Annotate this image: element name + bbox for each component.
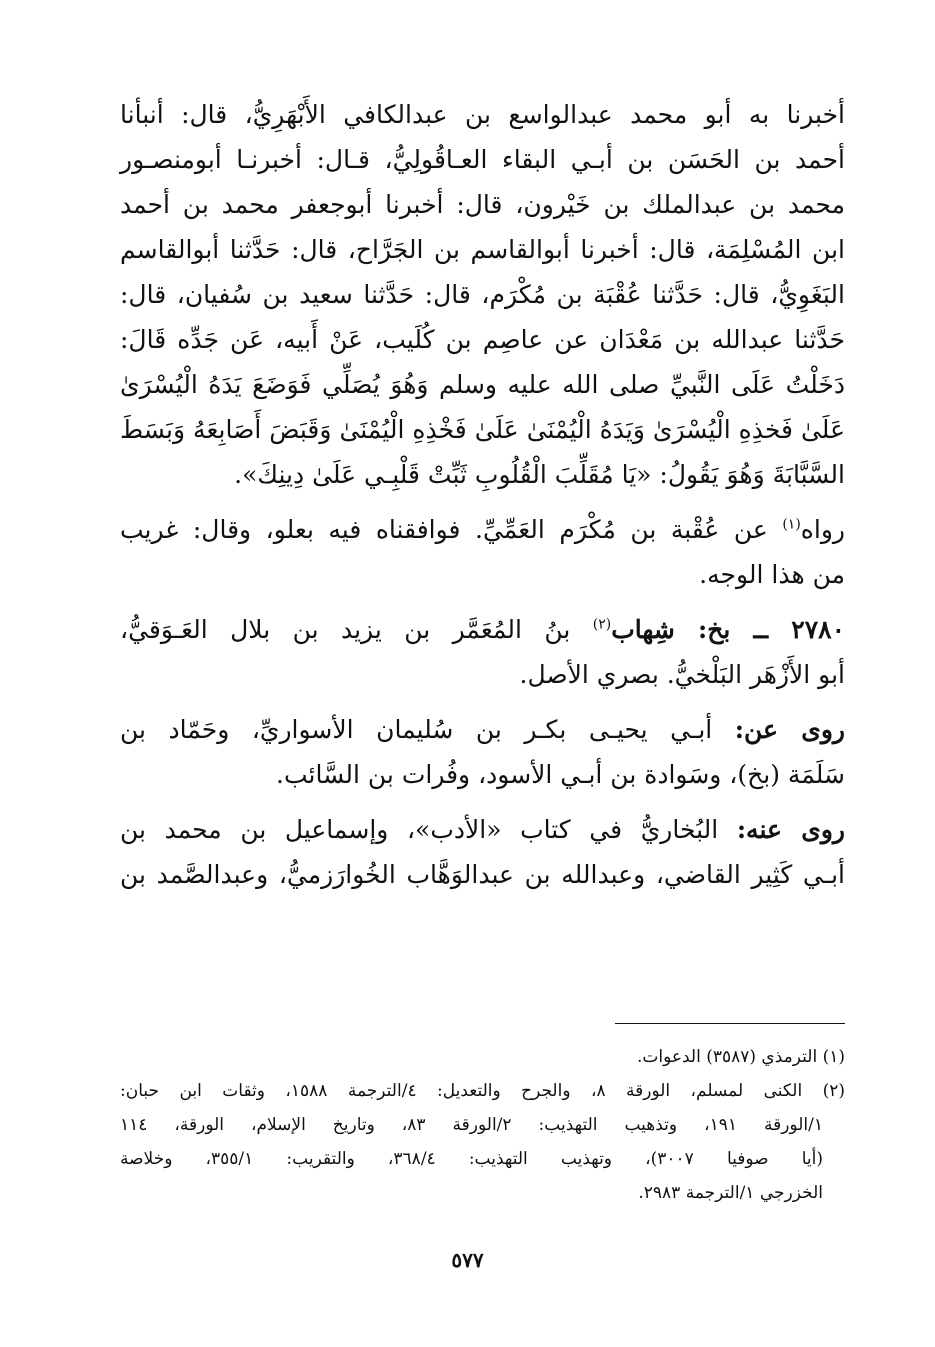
page-body (120, 92, 845, 907)
isnad-paragraph (120, 92, 845, 497)
text-line: سَلَمَة (بخ)، وسَوادة بن أبـي الأسود، وفُرات بن السَّائب. (276, 760, 845, 789)
biography-entry-heading (120, 607, 845, 697)
footnote-1 (120, 1040, 845, 1074)
text-line: الخزرجي ١/الترجمة ٢٩٨٣. (638, 1183, 823, 1203)
footnote-ref-2[interactable]: (٢) (592, 616, 612, 633)
text-line (120, 507, 845, 552)
entry-number: ٢٧٨٠ ــ بخ: شِهاب (611, 615, 845, 644)
text-line (120, 707, 845, 752)
text-line: أبـي كَثِير القاضي، وعبدالله بن عبدالوَهَّاب الخُوارَزميُّ، وعبدالصَّمد بن (120, 860, 845, 889)
footnote-divider (615, 1023, 845, 1024)
narration-note-paragraph (120, 507, 845, 597)
text-line: (٢) الكنى لمسلم، الورقة ٨، والجرح والتعديل: ٤/الترجمة ١٥٨٨، وثقات ابن حبان: (120, 1081, 845, 1101)
text-line: أحمد بن الحَسَن بن أبـي البقاء العـاقُولِيُّ، قـال: أخبرنـا أبومنصـور (120, 145, 845, 174)
text-line: ١/الورقة ١٩١، وتذهيب التهذيب: ٢/الورقة ٨٣، وتاريخ الإسلام، الورقة، ١١٤ (120, 1115, 823, 1135)
text-line: ابن المُسْلِمَة، قال: أخبرنا أبوالقاسم بن الجَرَّاح، قال: حَدَّثنا أبوالقاسم (120, 235, 845, 264)
text-line (120, 607, 845, 652)
section-label: روى عن: (734, 715, 845, 744)
footnotes (120, 1040, 845, 1210)
text-line: (أيا صوفيا ٣٠٠٧)، وتهذيب التهذيب: ٣٦٨/٤، والتقريب: ٣٥٥/١، وخلاصة (120, 1149, 823, 1169)
text-segment: بنُ المُعَمَّر بن يزيد بن بلال العَـوَقيُّ، (120, 615, 593, 644)
narrated-by-paragraph (120, 807, 845, 897)
text-segment: البُخاريُّ في كتاب «الأدب»، وإسماعيل بن محمد بن (120, 815, 737, 844)
page-number: ٥٧٧ (451, 1248, 484, 1272)
text-line: محمد بن عبدالملك بن خَيْرون، قال: أخبرنا أبوجعفر محمد بن أحمد (120, 190, 845, 219)
text-segment: عن عُقْبة بن مُكْرَم العَمِّيِّ. فوافقناه فيه بعلو، وقال: غريب (120, 515, 783, 544)
text-line: البَغَوِيُّ، قال: حَدَّثنا عُقْبَة بن مُكْرَم، قال: حَدَّثنا سعيد بن سُفيان، قال: (120, 280, 845, 309)
text-line: أبو الأَزْهَر البَلْخيُّ. بصري الأصل. (519, 660, 845, 689)
text-line: أخبرنا به أبو محمد عبدالواسع بن عبدالكافي الأَبْهَرِيُّ، قال: أنبأنا (120, 100, 845, 129)
text-line: (١) الترمذي (٣٥٨٧) الدعوات. (636, 1047, 845, 1067)
text-line (120, 807, 845, 852)
section-label: روى عنه: (736, 815, 845, 844)
text-line: حَدَّثنا عبدالله بن مَعْدَان عن عاصِم بن كُلَيب، عَنْ أَبيه، عَن جَدِّه قَالَ: (120, 325, 845, 354)
text-line: عَلَىٰ فَخذِهِ الْيُسْرَىٰ وَيَدَهُ الْيُمْنَىٰ عَلَىٰ فَخْذِهِ الْيُمْنَىٰ وَقَبَضَ أَصَابِعَهُ وَبَسَطَ (120, 415, 845, 444)
text-line: دَخَلْتُ عَلَى النَّبيِّ صلى الله عليه وسلم وَهُوَ يُصَلِّي فَوَضَعَ يَدَهُ الْيُسْرَىٰ (120, 370, 845, 399)
footnote-ref-1[interactable]: (١) (782, 516, 801, 533)
narrated-from-paragraph (120, 707, 845, 797)
text-line: السَّبَّابَةَ وَهُوَ يَقُولُ: «يَا مُقَلِّبَ الْقُلُوبِ ثَبِّتْ قَلْبِـي عَلَىٰ دِينِكَ». (234, 460, 845, 489)
footnote-2 (120, 1074, 845, 1210)
text-segment: أبـي يحيـى بكـر بن سُليمان الأسواريِّ، وحَمّاد بن (120, 715, 735, 744)
text-line: من هذا الوجه. (699, 560, 845, 589)
text-segment: رواه (800, 515, 845, 544)
